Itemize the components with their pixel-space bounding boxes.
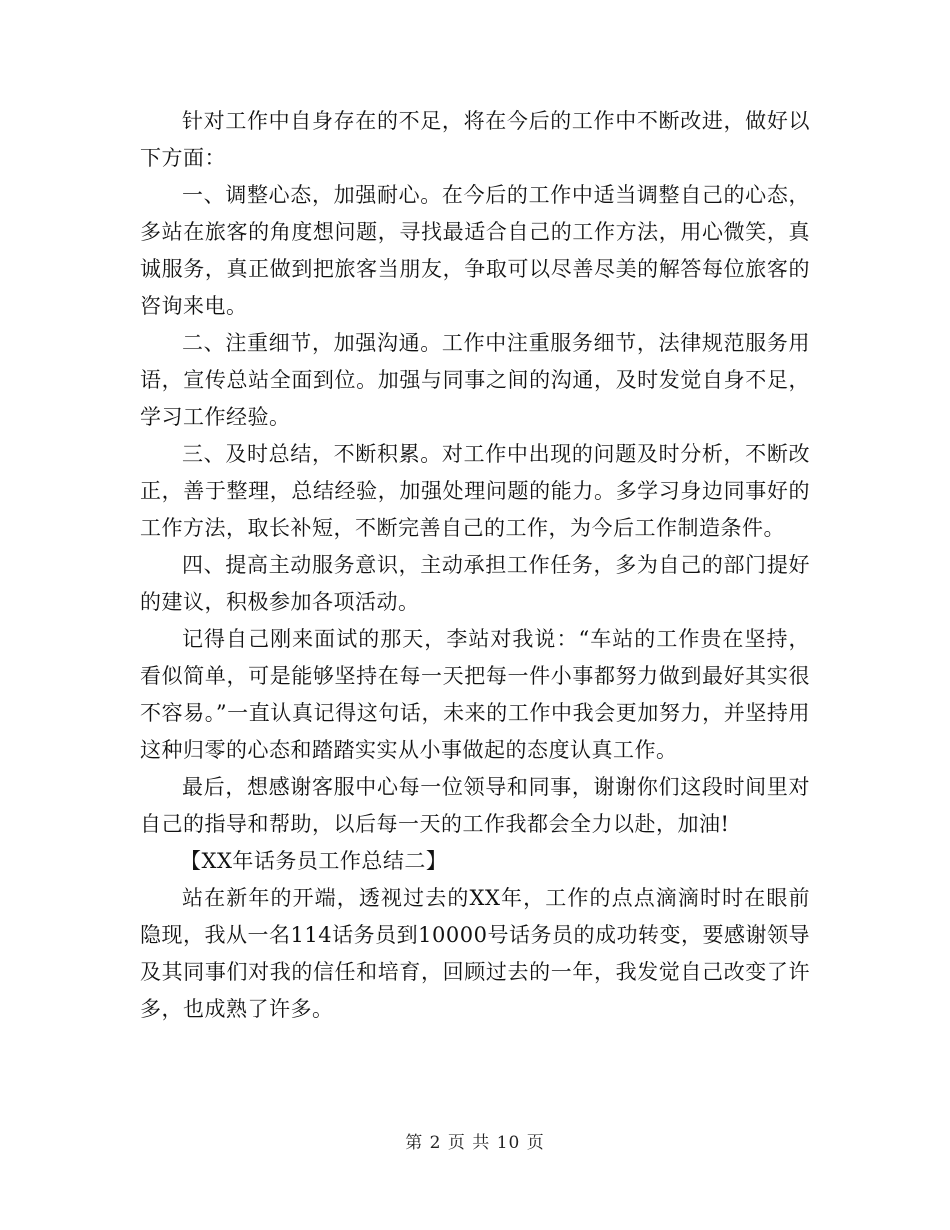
paragraph-point-4: 四、提高主动服务意识，主动承担工作任务，多为自己的部门提好的建议，积极参加各项活动。 [140, 553, 810, 614]
paragraph-point-3: 三、及时总结，不断积累。对工作中出现的问题及时分析，不断改正，善于整理，总结经验，加强处理问题的能力。多学习身边同事好的工作方法，取长补短，不断完善自己的工作，为今后工作制造条件。 [140, 442, 810, 540]
paragraph-memory: 记得自己刚来面试的那天，李站对我说：“车站的工作贵在坚持，看似简单，可是能够坚持在每一天把每一件小事都努力做到最好其实很不容易。”一直认真记得这句话，未来的工作中我会更加努力，并坚持用这种归零的心态和踏踏实实从小事做起的态度认真工作。 [140, 627, 810, 762]
paragraph-thanks: 最后，想感谢客服中心每一位领导和同事，谢谢你们这段时间里对自己的指导和帮助，以后每一天的工作我都会全力以赴，加油! [140, 775, 810, 836]
page-footer: 第 2 页 共 10 页 [405, 1133, 545, 1153]
paragraph-point-1: 一、调整心态，加强耐心。在今后的工作中适当调整自己的心态，多站在旅客的角度想问题，寻找最适合自己的工作方法，用心微笑，真诚服务，真正做到把旅客当朋友，争取可以尽善尽美的解答每位旅客的咨询来电。 [140, 183, 810, 318]
paragraph-intro: 针对工作中自身存在的不足，将在今后的工作中不断改进，做好以下方面： [140, 109, 810, 170]
section-heading: 【XX年话务员工作总结二】 [180, 849, 448, 873]
document-body [140, 103, 810, 1028]
paragraph-point-2: 二、注重细节，加强沟通。工作中注重服务细节，法律规范服务用语，宣传总站全面到位。加强与同事之间的沟通，及时发觉自身不足，学习工作经验。 [140, 331, 810, 429]
section-paragraph: 站在新年的开端，透视过去的XX年，工作的点点滴滴时时在眼前隐现，我从一名114话务员到10000号话务员的成功转变，要感谢领导及其同事们对我的信任和培育，回顾过去的一年，我发觉自己改变了许多，也成熟了许多。 [140, 886, 810, 1021]
